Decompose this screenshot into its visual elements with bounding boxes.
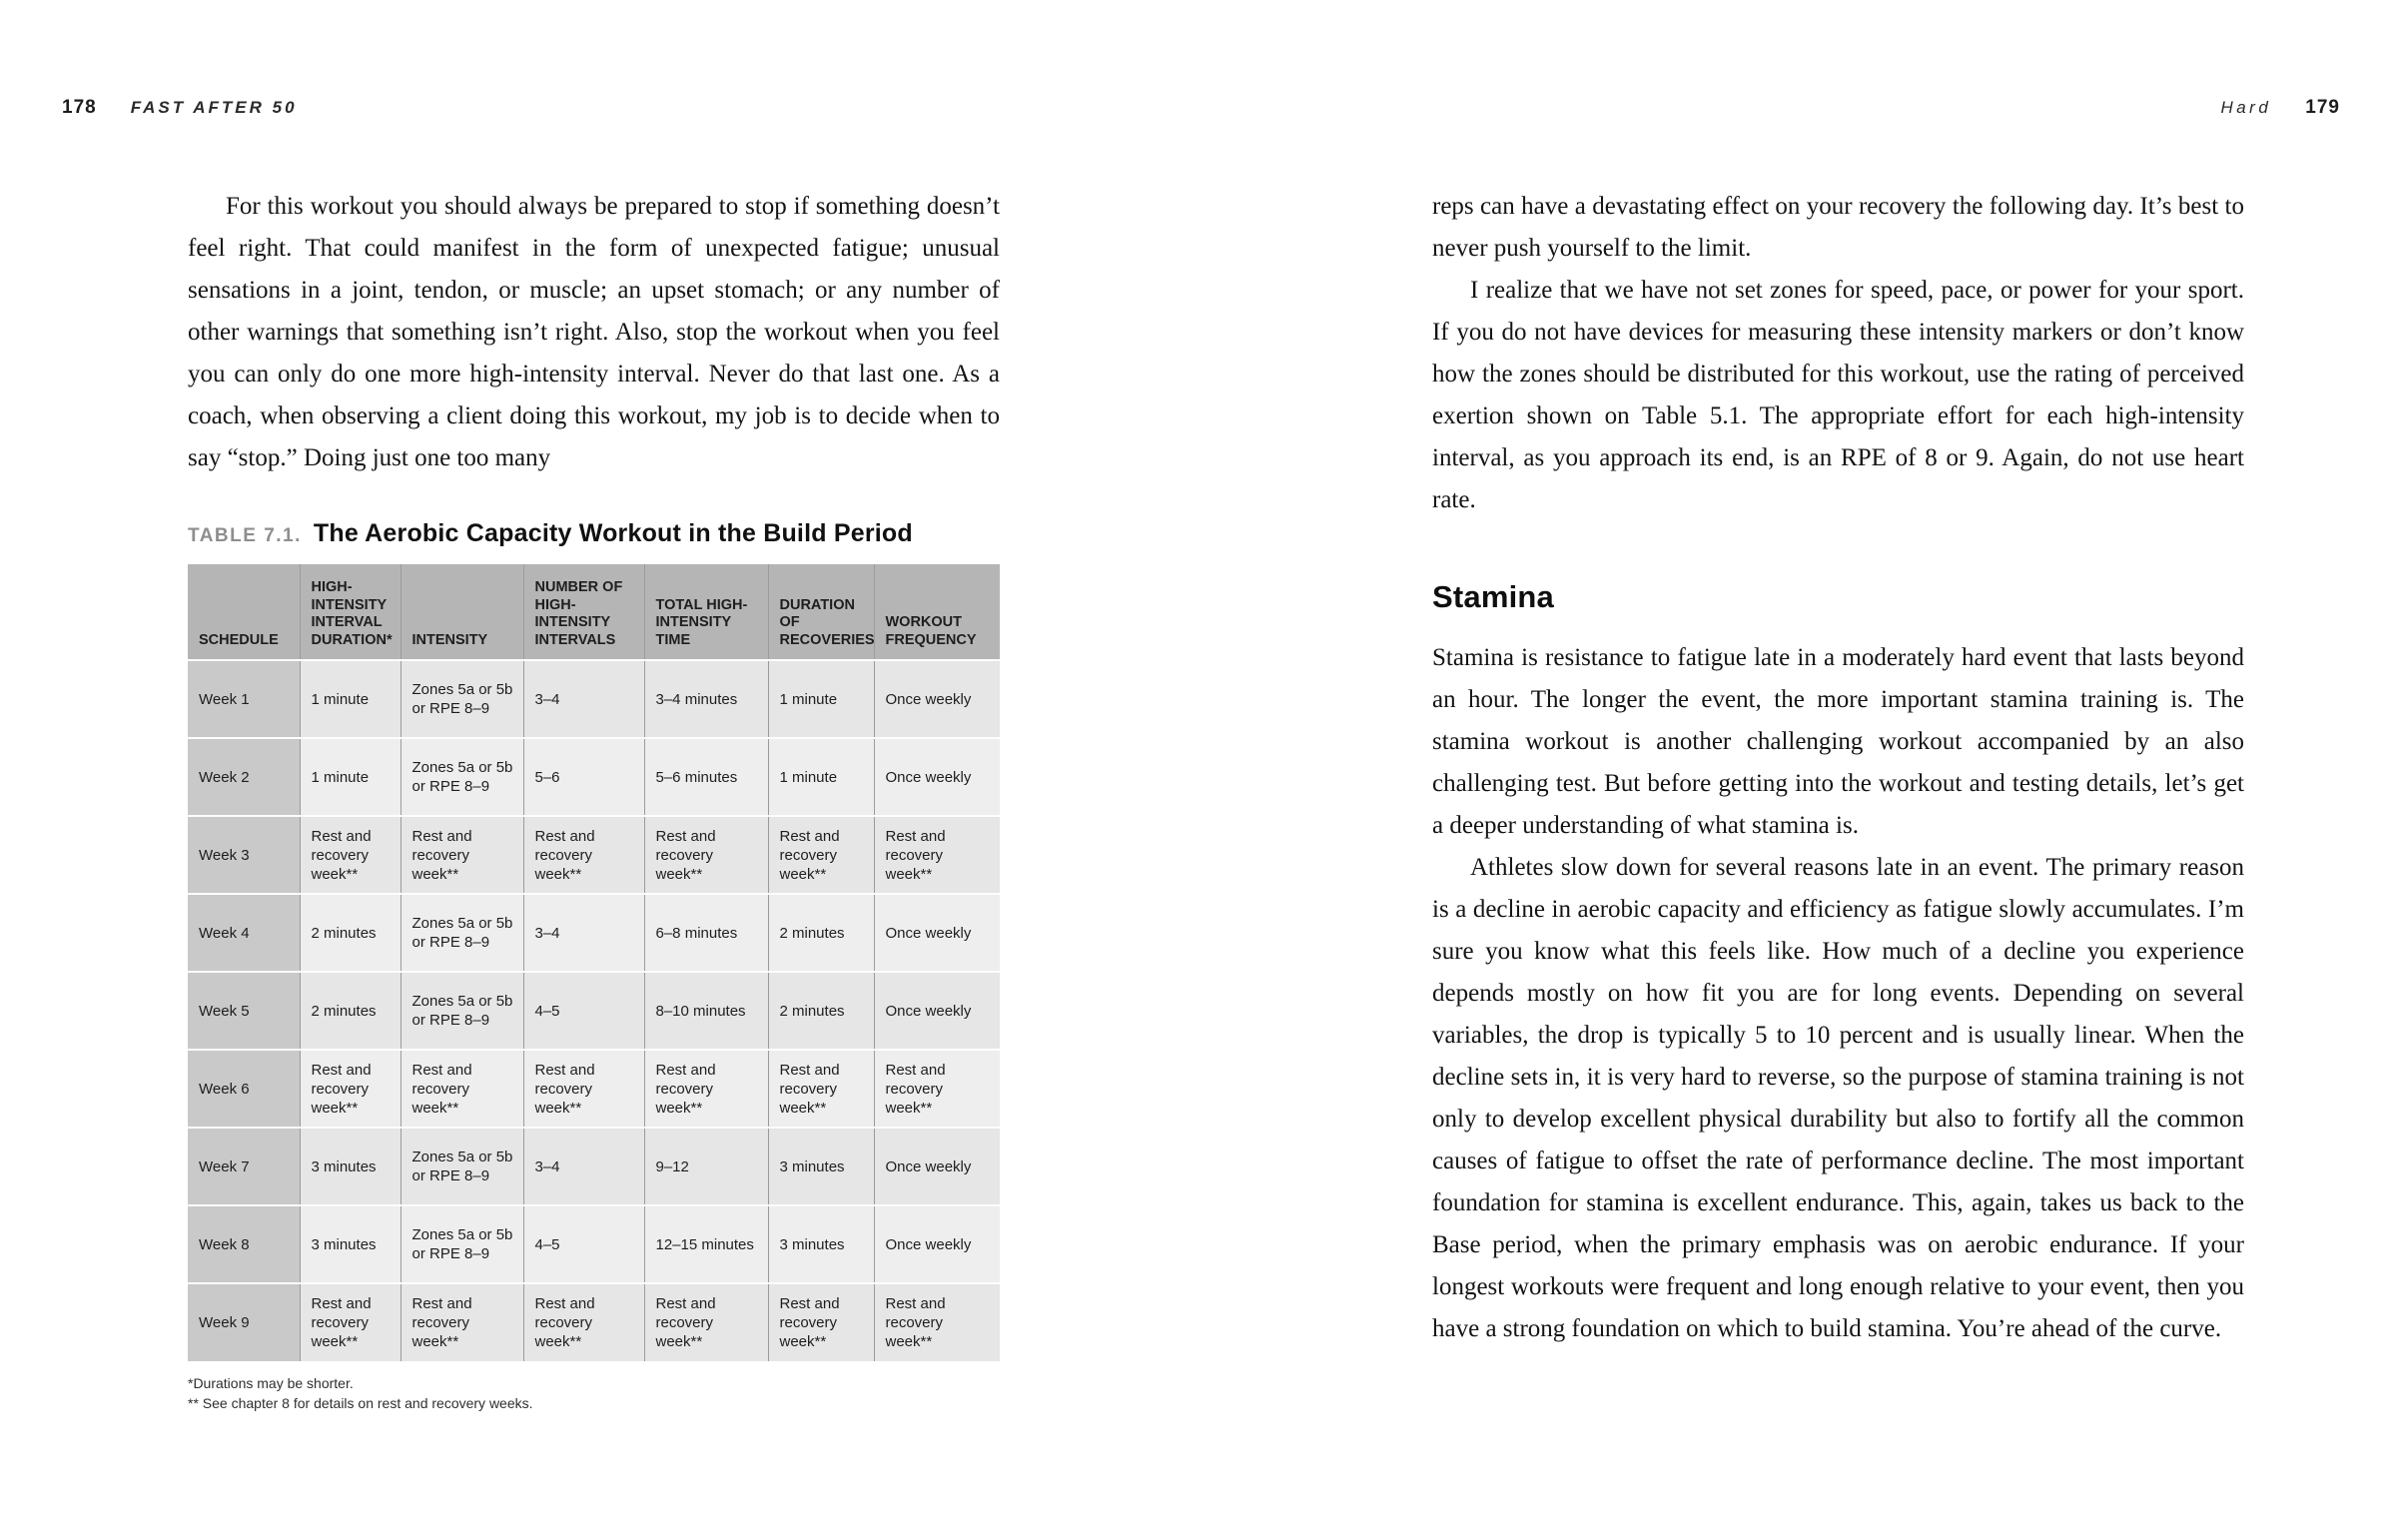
table-cell: Rest and recovery week**	[400, 1050, 523, 1128]
schedule-cell: Week 8	[188, 1205, 300, 1283]
table-cell: 2 minutes	[300, 972, 400, 1050]
table-header-cell: INTENSITY	[400, 564, 523, 660]
table-cell: Rest and recovery week**	[400, 816, 523, 894]
table-cell: Rest and recovery week**	[768, 816, 874, 894]
schedule-cell: Week 5	[188, 972, 300, 1050]
right-page-column	[1432, 186, 2244, 1350]
table-cell: 2 minutes	[768, 894, 874, 972]
table-cell: Once weekly	[874, 1128, 1000, 1205]
table-row	[188, 1050, 1000, 1128]
table-cell: 3–4 minutes	[644, 660, 768, 738]
table-cell: 3 minutes	[768, 1128, 874, 1205]
schedule-cell: Week 3	[188, 816, 300, 894]
table-header-cell: WORKOUT FREQUENCY	[874, 564, 1000, 660]
left-running-title: FAST AFTER 50	[130, 98, 298, 117]
table-cell: Rest and recovery week**	[400, 1283, 523, 1361]
aerobic-capacity-table	[188, 564, 1000, 1361]
table-footnote: ** See chapter 8 for details on rest and recovery weeks.	[188, 1395, 533, 1411]
table-header-cell: HIGH-INTENSITY INTERVAL DURATION*	[300, 564, 400, 660]
table-cell: Once weekly	[874, 660, 1000, 738]
table-footnote: *Durations may be shorter.	[188, 1375, 354, 1391]
schedule-cell: Week 6	[188, 1050, 300, 1128]
schedule-cell: Week 9	[188, 1283, 300, 1361]
table-footnotes	[188, 1373, 1000, 1413]
table-cell: 3–4	[523, 660, 644, 738]
table-cell: 3 minutes	[768, 1205, 874, 1283]
table-row	[188, 1283, 1000, 1361]
table-cell: 8–10 minutes	[644, 972, 768, 1050]
table-cell: Once weekly	[874, 972, 1000, 1050]
table-cell: Zones 5a or 5b or RPE 8–9	[400, 738, 523, 816]
table-cell: Rest and recovery week**	[523, 1050, 644, 1128]
right-paragraph-4: Athletes slow down for several reasons late in an event. The primary reason is a decline in aerobic capacity and efficiency as fatigue slowly accumulates. I’m sure you know what this feels like. How much of a decline you experience depends mostly on how fit you are for long events. Depending on several variables, the drop is typically 5 to 10 percent and is usually linear. When the decline sets in, it is very hard to reverse, so the purpose of stamina training is not only to develop excellent physical durability but also to fortify all the common causes of fatigue to offset the rate of performance decline. The most important foundation for stamina is excellent endurance. This, again, takes us back to the Base period, when the primary emphasis was on aerobic endurance. If your longest workouts were frequent and long enough relative to your event, then you have a strong foundation on which to build stamina. You’re ahead of the curve.	[1432, 854, 2244, 1342]
table-row	[188, 816, 1000, 894]
table-cell: Rest and recovery week**	[874, 1050, 1000, 1128]
table-caption-title: The Aerobic Capacity Workout in the Build Period	[313, 519, 913, 547]
table-row	[188, 1128, 1000, 1205]
right-page-number: 179	[2305, 97, 2340, 118]
table-cell: 3–4	[523, 894, 644, 972]
table-caption-label: TABLE 7.1.	[188, 525, 302, 546]
stamina-heading: Stamina	[1432, 579, 1554, 614]
table-cell: Rest and recovery week**	[300, 1050, 400, 1128]
table-cell: Rest and recovery week**	[768, 1050, 874, 1128]
left-page-number: 178	[62, 97, 97, 118]
table-cell: 5–6 minutes	[644, 738, 768, 816]
right-paragraph-1: reps can have a devastating effect on your recovery the following day. It’s best to never push yourself to the limit.	[1432, 193, 2244, 262]
table-cell: 5–6	[523, 738, 644, 816]
table-cell: Zones 5a or 5b or RPE 8–9	[400, 972, 523, 1050]
right-running-title: Hard	[2220, 98, 2272, 117]
table-cell: Rest and recovery week**	[644, 816, 768, 894]
schedule-cell: Week 2	[188, 738, 300, 816]
table-cell: 12–15 minutes	[644, 1205, 768, 1283]
table-cell: Rest and recovery week**	[523, 816, 644, 894]
table-cell: Rest and recovery week**	[874, 1283, 1000, 1361]
table-cell: 2 minutes	[768, 972, 874, 1050]
table-cell: 1 minute	[768, 660, 874, 738]
right-paragraph-2: I realize that we have not set zones for speed, pace, or power for your sport. If you do not have devices for measuring these intensity markers or don’t know how the zones should be distributed for this workout, use the rating of perceived exertion shown on Table 5.1. The appropriate effort for each high-intensity interval, as you approach its end, is an RPE of 8 or 9. Again, do not use heart rate.	[1432, 277, 2244, 513]
table-header-row	[188, 564, 1000, 660]
schedule-cell: Week 4	[188, 894, 300, 972]
table-cell: 9–12	[644, 1128, 768, 1205]
table-row	[188, 738, 1000, 816]
table-header-cell: DURATION OF RECOVERIES	[768, 564, 874, 660]
table-cell: Rest and recovery week**	[300, 1283, 400, 1361]
table-caption	[188, 519, 1000, 548]
table-cell: 1 minute	[768, 738, 874, 816]
table-body	[188, 660, 1000, 1361]
table-cell: Zones 5a or 5b or RPE 8–9	[400, 660, 523, 738]
table-cell: 1 minute	[300, 738, 400, 816]
table-cell: 3 minutes	[300, 1205, 400, 1283]
table-cell: Rest and recovery week**	[768, 1283, 874, 1361]
table-cell: 2 minutes	[300, 894, 400, 972]
table-cell: 4–5	[523, 972, 644, 1050]
table-cell: Rest and recovery week**	[874, 816, 1000, 894]
table-header-cell: TOTAL HIGH-INTENSITY TIME	[644, 564, 768, 660]
table-cell: Rest and recovery week**	[644, 1283, 768, 1361]
right-running-head	[2220, 97, 2340, 119]
left-page-column	[188, 186, 1000, 1413]
table-cell: 3–4	[523, 1128, 644, 1205]
table-cell: Zones 5a or 5b or RPE 8–9	[400, 1128, 523, 1205]
table-head	[188, 564, 1000, 660]
table-cell: Zones 5a or 5b or RPE 8–9	[400, 1205, 523, 1283]
table-row	[188, 972, 1000, 1050]
table-row	[188, 1205, 1000, 1283]
table-cell: Rest and recovery week**	[300, 816, 400, 894]
table-cell: 6–8 minutes	[644, 894, 768, 972]
table-cell: Once weekly	[874, 894, 1000, 972]
table-cell: Rest and recovery week**	[644, 1050, 768, 1128]
table-cell: Once weekly	[874, 738, 1000, 816]
left-running-head	[62, 97, 298, 119]
table-cell: 4–5	[523, 1205, 644, 1283]
left-body-paragraph: For this workout you should always be prepared to stop if something doesn’t feel right. That could manifest in the form of unexpected fatigue; unusual sensations in a joint, tendon, or muscle; an upset stomach; or any number of other warnings that something isn’t right. Also, stop the workout when you feel you can only do one more high-intensity interval. Never do that last one. As a coach, when observing a client doing this workout, my job is to decide when to say “stop.” Doing just one too many	[188, 193, 1000, 471]
table-cell: Rest and recovery week**	[523, 1283, 644, 1361]
table-header-cell: NUMBER OF HIGH-INTENSITY INTERVALS	[523, 564, 644, 660]
right-paragraph-3: Stamina is resistance to fatigue late in a moderately hard event that lasts beyond an hour. The longer the event, the more important stamina training is. The stamina workout is another challenging workout accompanied by an also challenging test. But before getting into the workout and testing details, let’s get a deeper understanding of what stamina is.	[1432, 644, 2244, 839]
table-cell: 3 minutes	[300, 1128, 400, 1205]
schedule-cell: Week 1	[188, 660, 300, 738]
table-cell: 1 minute	[300, 660, 400, 738]
schedule-cell: Week 7	[188, 1128, 300, 1205]
table-header-cell: SCHEDULE	[188, 564, 300, 660]
table-cell: Once weekly	[874, 1205, 1000, 1283]
table-cell: Zones 5a or 5b or RPE 8–9	[400, 894, 523, 972]
table-row	[188, 660, 1000, 738]
table-row	[188, 894, 1000, 972]
